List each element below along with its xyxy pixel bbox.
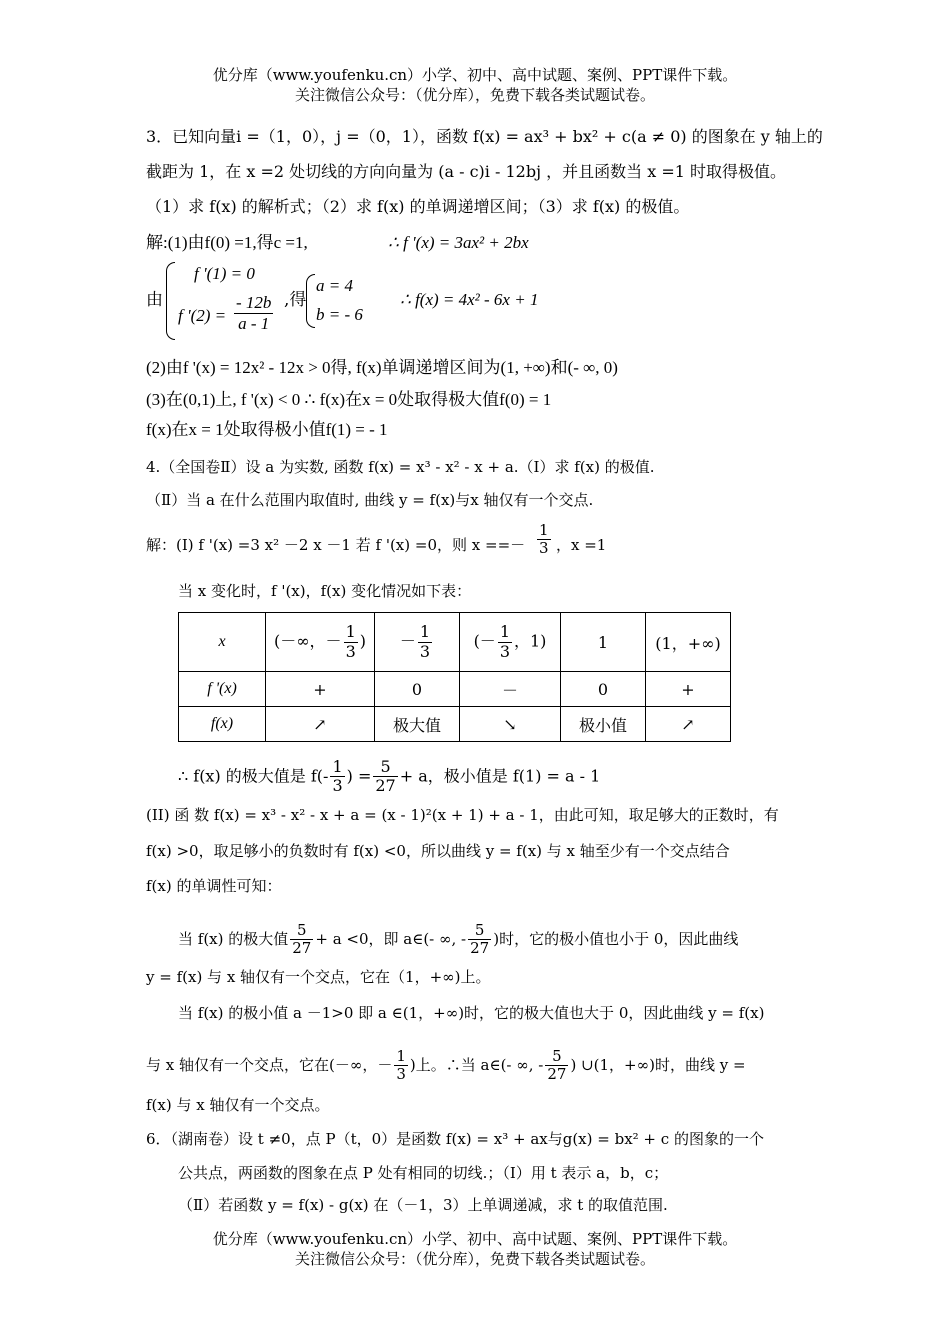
table-row: [179, 707, 731, 742]
table-cell: +: [646, 672, 731, 707]
variation-table: [178, 612, 731, 742]
q4-extrema-line: [178, 758, 600, 796]
q6-line-2: 公共点，两函数的图象在点 P 处有相同的切线.；（Ⅰ）用 t 表示 a，b，c；: [178, 1164, 669, 1182]
left-brace: [306, 274, 315, 328]
fraction-denominator: 27: [470, 939, 490, 958]
table-row: [179, 613, 731, 672]
fraction-denominator: 3: [419, 641, 431, 661]
q4-case2-line: 当 f(x) 的极小值 a －1>0 即 a ∈(1，+∞)时，它的极大值也大于 0，因此曲线 y = f(x): [178, 1004, 765, 1022]
header-line-1: 优分库（www.youfenku.cn）小学、初中、高中试题、案例、PPT课件下载。: [212, 66, 738, 84]
table-cell: f(x): [179, 707, 266, 742]
footer-line-1: 优分库（www.youfenku.cn）小学、初中、高中试题、案例、PPT课件下载。: [212, 1230, 738, 1248]
q4-part2-line-2: f(x) >0，取足够小的负数时有 f(x) <0，所以曲线 y = f(x) 与 x 轴至少有一个交点结合: [146, 842, 730, 860]
table-cell: 极大值: [375, 707, 460, 742]
header-line-2: 关注微信公众号：（优分库），免费下载各类试题试卷。: [294, 86, 655, 104]
table-cell: f '(x): [179, 672, 266, 707]
table-cell: ↗: [646, 707, 731, 742]
table-cell: 极小值: [561, 707, 646, 742]
table-cell: [460, 613, 561, 672]
table-cell: (1，+∞): [646, 613, 731, 672]
q3-system2-eq2: b = - 6: [316, 305, 363, 324]
table-cell: [375, 613, 460, 672]
q3-solution-1b: ∴ f '(x) = 3ax² + 2bx: [388, 233, 529, 252]
q4-line-1: 4.（全国卷Ⅱ）设 a 为实数, 函数 f(x) = x³ - x² - x + a.（Ⅰ）求 f(x) 的极值.: [146, 458, 655, 476]
fraction-numerator: 5: [545, 1048, 568, 1066]
cell-text: －: [399, 631, 416, 651]
table-cell: 0: [561, 672, 646, 707]
fraction-denominator: 3: [345, 641, 356, 661]
fraction-numerator: 5: [468, 922, 491, 940]
table-cell: ↘: [460, 707, 561, 742]
q4-conclusion: f(x) 与 x 轴仅有一个交点。: [146, 1096, 330, 1114]
fraction-denominator: 3: [332, 776, 343, 796]
q6-line-3: （Ⅱ）若函数 y = f(x) - g(x) 在（－1，3）上单调递减，求 t 的取值范围.: [178, 1196, 668, 1214]
fraction-denominator: a - 1: [238, 313, 270, 333]
fraction-denominator: 27: [292, 939, 312, 958]
fraction-numerator: - 12b: [236, 293, 272, 312]
q3-solution-1: 解:(1)由f(0) =1,得c =1,: [146, 233, 308, 252]
text: + a，极小值是 f(1) = a - 1: [399, 766, 601, 786]
q4-solution-1b: ，x =1: [556, 536, 607, 554]
q3-de: ,得: [284, 290, 307, 310]
q4-solution-fraction: [537, 522, 551, 558]
q4-part2-line-3: f(x) 的单调性可知：: [146, 877, 282, 895]
q3-system-eq2: f '(2) =: [178, 306, 227, 325]
fraction-numerator: 5: [373, 758, 397, 777]
cell-text: (－∞，－: [273, 631, 342, 651]
text: )上。∴当 a∈(- ∞, -: [409, 1055, 544, 1074]
q3-system-fraction: [234, 293, 273, 333]
q4-line-2: （Ⅱ）当 a 在什么范围内取值时, 曲线 y = f(x)与x 轴仅有一个交点.: [146, 491, 594, 509]
fraction-denominator: 27: [375, 776, 396, 796]
q3-line-2: 截距为 1，在 x =2 处切线的方向向量为 (a - c)i - 12bj ，并且函数当 x =1 时取得极值。: [146, 162, 786, 181]
table-cell: 0: [375, 672, 460, 707]
fraction-numerator: 5: [290, 922, 313, 940]
q4-solution-1: 解：(I) f '(x) =3 x² －2 x －1 若 f '(x) =0，则 x ==－: [146, 536, 526, 554]
text: )时，它的极小值也小于 0，因此曲线: [493, 929, 739, 948]
text: + a <0，即 a∈(- ∞, -: [315, 929, 467, 948]
table-cell: +: [266, 672, 375, 707]
fraction-denominator: 3: [499, 641, 510, 661]
q3-solution-4: f(x)在x = 1处取得极小值f(1) = - 1: [146, 420, 388, 439]
table-cell: x: [179, 613, 266, 672]
cell-text: (－: [473, 631, 496, 651]
table-cell: ↗: [266, 707, 375, 742]
q4-case1-line: [178, 922, 738, 958]
fraction-numerator: 1: [332, 757, 343, 776]
fraction-numerator: 1: [499, 622, 510, 642]
text: ) =: [346, 766, 372, 786]
fraction-denominator: 3: [539, 539, 549, 558]
fraction-numerator: 1: [396, 1047, 406, 1065]
q3-system-eq1: f '(1) = 0: [194, 264, 255, 283]
left-brace: [166, 262, 175, 340]
text: ) ∪(1，+∞)时，曲线 y =: [570, 1055, 746, 1074]
cell-text: ): [359, 631, 366, 651]
footer-line-2: 关注微信公众号：（优分库），免费下载各类试题试卷。: [294, 1250, 655, 1268]
q3-you: 由: [146, 290, 163, 310]
q3-system2-eq1: a = 4: [316, 276, 353, 295]
q3-line-3: （1）求 f(x) 的解析式；（2）求 f(x) 的单调递增区间；（3）求 f(x) 的极值。: [146, 197, 690, 216]
fraction-numerator: 1: [345, 622, 356, 642]
table-cell: 1: [561, 613, 646, 672]
q4-table-intro: 当 x 变化时，f '(x)，f(x) 变化情况如下表：: [178, 582, 472, 600]
fraction-denominator: 3: [396, 1065, 406, 1084]
q3-solution-3: (3)在(0,1)上, f '(x) < 0 ∴ f(x)在x = 0处取得极大值f(0) = 1: [146, 390, 552, 409]
q3-line-1: 3．已知向量i =（1，0），j =（0，1），函数 f(x) = ax³ + bx² + c(a ≠ 0) 的图象在 y 轴上的: [146, 127, 823, 146]
fraction-numerator: 1: [419, 622, 431, 642]
q4-part2-line-1: (II) 函 数 f(x) = x³ - x² - x + a = (x - 1)²(x + 1) + a - 1，由此可知，取足够大的正数时，有: [146, 806, 779, 824]
cell-text: ，1): [514, 631, 547, 651]
table-cell: [266, 613, 375, 672]
text: ∴ f(x) 的极大值是 f(-: [178, 766, 329, 786]
text: 当 f(x) 的极大值: [178, 929, 289, 948]
table-row: [179, 672, 731, 707]
fraction-numerator: 1: [539, 521, 549, 539]
q3-solution-2: (2)由f '(x) = 12x² - 12x > 0得, f(x)单调递增区间为(1, +∞)和(- ∞, 0): [146, 358, 618, 377]
fraction-denominator: 27: [547, 1065, 567, 1084]
q4-case1-line-2: y = f(x) 与 x 轴仅有一个交点，它在（1，+∞)上。: [146, 968, 491, 986]
text: 与 x 轴仅有一个交点，它在(－∞，－: [146, 1055, 393, 1074]
table-cell: －: [460, 672, 561, 707]
q3-result-fx: ∴ f(x) = 4x² - 6x + 1: [400, 290, 539, 309]
q6-line-1: 6．（湖南卷）设 t ≠0，点 P（t，0）是函数 f(x) = x³ + ax与g(x) = bx² + c 的图象的一个: [146, 1130, 764, 1148]
q4-case2-line-2: [146, 1048, 746, 1084]
